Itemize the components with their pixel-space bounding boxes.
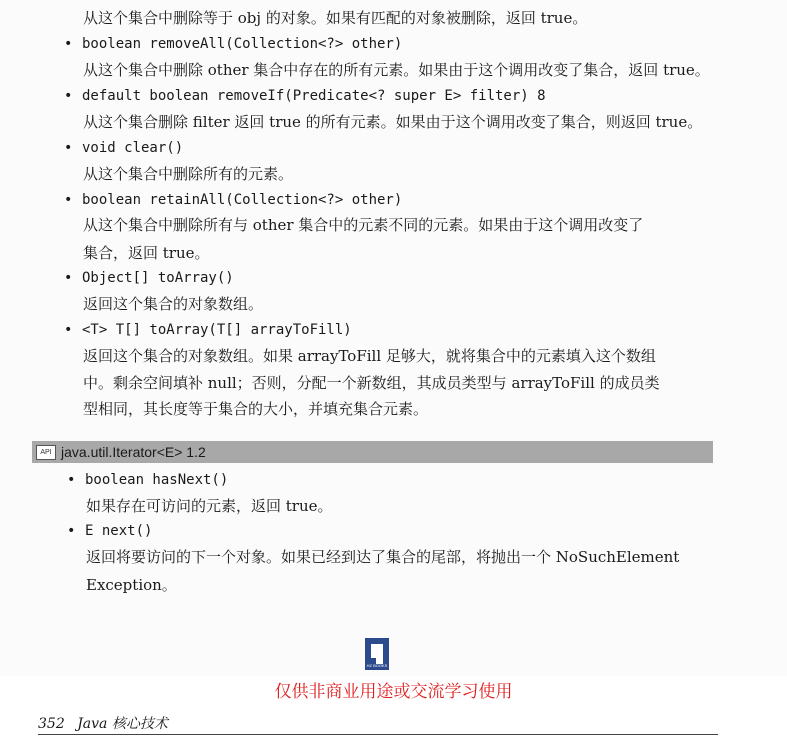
method-signature-text: void clear() [82,140,184,156]
method-signature [64,86,546,106]
bullet: • [64,88,73,104]
footer-rule [38,734,718,735]
method-signature [67,470,228,490]
method-signature-text: <T> T[] toArray(T[] arrayToFill) [82,322,352,338]
api-header-bar [32,441,713,463]
bullet: • [67,523,76,539]
method-signature-text: E next() [85,523,153,539]
bullet: • [64,36,73,52]
method-signature [64,320,352,340]
method-signature [64,34,402,54]
book-title: Java 核心技术 [77,716,168,732]
method-signature [64,190,402,210]
bullet: • [64,322,73,338]
bullet: • [67,472,76,488]
method-signature-text: boolean hasNext() [85,472,229,488]
method-description: 返回这个集合的对象数组。如果 arrayToFill 足够大，就将集合中的元素填入这个数组 [83,347,656,365]
method-description: 从这个集合中删除 other 集合中存在的所有元素。如果由于这个调用改变了集合，返回 true。 [83,61,710,79]
method-signature-text: boolean retainAll(Collection<?> other) [82,192,403,208]
method-description: 集合，返回 true。 [83,244,210,262]
bullet: • [64,270,73,286]
page-footer [38,714,168,734]
watermark: 仅供非商业用途或交流学习使用 [274,682,513,702]
method-signature [67,521,152,541]
method-description: 从这个集合删除 filter 返回 true 的所有元素。如果由于这个调用改变了集合，则返回 true。 [83,113,703,131]
method-description: 返回这个集合的对象数组。 [83,295,264,313]
method-description: 返回将要访问的下一个对象。如果已经到达了集合的尾部，将抛出一个 NoSuchElement [86,548,680,566]
bullet: • [64,192,73,208]
publisher-logo-icon [365,638,389,670]
method-signature-text: default boolean removeIf(Predicate<? super E> filter) 8 [82,88,546,104]
method-description: 中。剩余空间填补 null；否则，分配一个新数组，其成员类型与 arrayToFill 的成员类 [83,374,660,392]
method-signature-text: boolean removeAll(Collection<?> other) [82,36,403,52]
page-number: 352 [38,716,65,732]
api-title: java.util.Iterator<E> 1.2 [61,444,206,460]
method-signature [64,138,183,158]
method-description: 从这个集合中删除所有与 other 集合中的元素不同的元素。如果由于这个调用改变了 [83,216,644,234]
api-tag: API [36,445,56,460]
method-description: Exception。 [86,576,177,594]
bullet: • [64,140,73,156]
logo-text: HZ BOOKS [366,663,388,668]
method-signature-text: Object[] toArray() [82,270,234,286]
method-description: 型相同，其长度等于集合的大小，并填充集合元素。 [83,400,429,418]
paragraph: 从这个集合中删除等于 obj 的对象。如果有匹配的对象被删除，返回 true。 [83,9,588,27]
method-description: 从这个集合中删除所有的元素。 [83,165,294,183]
method-description: 如果存在可访问的元素，返回 true。 [86,497,333,515]
method-signature [64,268,234,288]
